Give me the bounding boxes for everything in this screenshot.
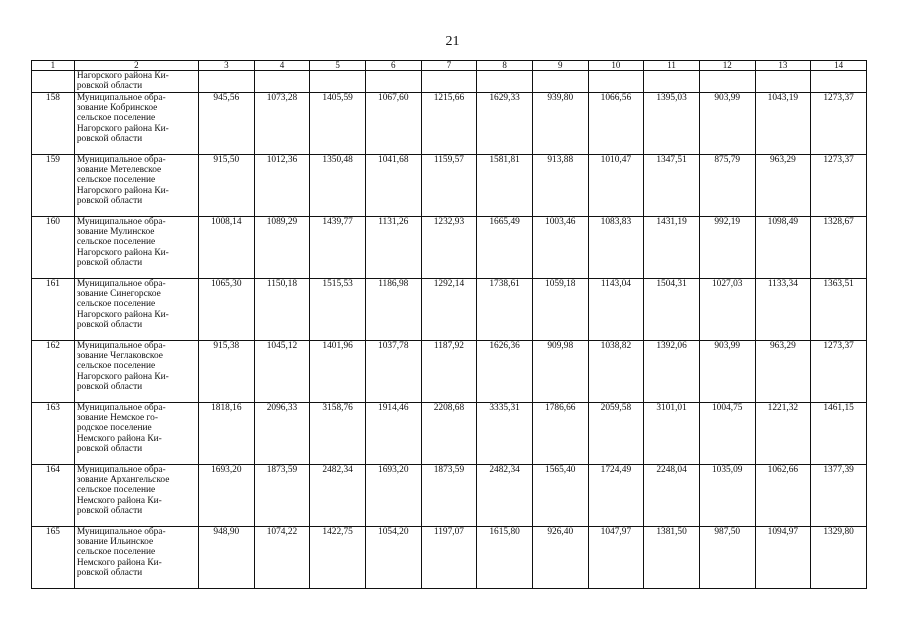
name-line: Нагорского района Ки-	[76, 71, 169, 81]
name-line: зование Мулинское	[76, 227, 155, 238]
municipality-name	[74, 403, 198, 465]
value-cell: 3158,76	[310, 403, 366, 465]
name-line: сельское поселение	[76, 113, 156, 124]
value-cell: 1738,61	[477, 279, 533, 341]
row-number: 163	[32, 403, 75, 465]
value-cell	[644, 71, 700, 93]
row-number: 161	[32, 279, 75, 341]
table-row	[32, 465, 867, 527]
value-cell: 1059,18	[532, 279, 588, 341]
value-cell	[198, 71, 254, 93]
name-line: сельское поселение	[76, 237, 156, 248]
data-table	[31, 60, 867, 589]
value-cell: 1047,97	[588, 527, 644, 589]
value-cell: 1328,67	[811, 217, 867, 279]
column-header: 13	[755, 61, 811, 71]
row-number: 165	[32, 527, 75, 589]
value-cell: 1693,20	[365, 465, 421, 527]
value-cell: 1565,40	[532, 465, 588, 527]
value-cell: 2059,58	[588, 403, 644, 465]
header-row	[32, 61, 867, 71]
name-line: Нагорского района Ки-	[76, 123, 169, 134]
name-line: сельское поселение	[76, 175, 156, 186]
value-cell: 1089,29	[254, 217, 310, 279]
name-line: зование Немское го-	[76, 413, 158, 424]
value-cell: 909,98	[532, 341, 588, 403]
column-header: 9	[532, 61, 588, 71]
value-cell: 1074,22	[254, 527, 310, 589]
value-cell: 2208,68	[421, 403, 477, 465]
name-line: Немского района Ки-	[76, 557, 162, 568]
value-cell: 1329,80	[811, 527, 867, 589]
value-cell: 1581,81	[477, 155, 533, 217]
value-cell: 987,50	[699, 527, 755, 589]
value-cell: 1062,66	[755, 465, 811, 527]
value-cell: 1873,59	[421, 465, 477, 527]
value-cell: 1377,39	[811, 465, 867, 527]
value-cell: 1401,96	[310, 341, 366, 403]
value-cell	[310, 71, 366, 93]
value-cell: 2248,04	[644, 465, 700, 527]
name-line: Муниципальное обра-	[76, 403, 166, 413]
value-cell: 1035,09	[699, 465, 755, 527]
value-cell: 1504,31	[644, 279, 700, 341]
value-cell: 1186,98	[365, 279, 421, 341]
name-line: Нагорского района Ки-	[76, 371, 169, 382]
value-cell	[365, 71, 421, 93]
row-number: 159	[32, 155, 75, 217]
table-row	[32, 71, 867, 93]
value-cell: 1818,16	[198, 403, 254, 465]
value-cell: 1187,92	[421, 341, 477, 403]
value-cell: 1461,15	[811, 403, 867, 465]
name-line: Нагорского района Ки-	[76, 309, 169, 320]
value-cell: 913,88	[532, 155, 588, 217]
value-cell: 948,90	[198, 527, 254, 589]
municipality-name	[74, 279, 198, 341]
column-header: 6	[365, 61, 421, 71]
value-cell: 1065,30	[198, 279, 254, 341]
name-line: зование Метелевское	[76, 165, 162, 176]
value-cell: 1133,34	[755, 279, 811, 341]
municipality-name	[74, 217, 198, 279]
column-header: 14	[811, 61, 867, 71]
value-cell: 1054,20	[365, 527, 421, 589]
value-cell: 1381,50	[644, 527, 700, 589]
row-number	[32, 71, 75, 93]
value-cell: 1045,12	[254, 341, 310, 403]
name-line: ровской области	[76, 81, 143, 92]
value-cell: 2482,34	[477, 465, 533, 527]
table-row	[32, 341, 867, 403]
name-line: Муниципальное обра-	[76, 217, 166, 227]
value-cell: 2482,34	[310, 465, 366, 527]
value-cell: 1347,51	[644, 155, 700, 217]
name-line: зование Чеглаковское	[76, 351, 163, 362]
municipality-name	[74, 155, 198, 217]
table-row	[32, 527, 867, 589]
value-cell: 1873,59	[254, 465, 310, 527]
value-cell: 1292,14	[421, 279, 477, 341]
municipality-name	[74, 341, 198, 403]
value-cell: 992,19	[699, 217, 755, 279]
value-cell: 939,80	[532, 93, 588, 155]
value-cell: 1012,36	[254, 155, 310, 217]
value-cell: 1221,32	[755, 403, 811, 465]
value-cell: 1273,37	[811, 341, 867, 403]
value-cell	[811, 71, 867, 93]
value-cell: 1215,66	[421, 93, 477, 155]
value-cell: 2096,33	[254, 403, 310, 465]
name-line: ровской области	[76, 567, 143, 578]
name-line: Немского района Ки-	[76, 433, 162, 444]
municipality-name	[74, 93, 198, 155]
value-cell: 1392,06	[644, 341, 700, 403]
value-cell: 1363,51	[811, 279, 867, 341]
value-cell: 903,99	[699, 341, 755, 403]
name-line: сельское поселение	[76, 547, 156, 558]
table-row	[32, 155, 867, 217]
name-line: зование Кобринское	[76, 103, 158, 114]
column-header: 10	[588, 61, 644, 71]
name-line: Нагорского района Ки-	[76, 185, 169, 196]
name-line: зование Ильинское	[76, 537, 154, 548]
value-cell: 1197,07	[421, 527, 477, 589]
name-line: ровской области	[76, 381, 143, 392]
row-number: 164	[32, 465, 75, 527]
column-header: 8	[477, 61, 533, 71]
value-cell	[532, 71, 588, 93]
column-header: 3	[198, 61, 254, 71]
value-cell: 1724,49	[588, 465, 644, 527]
value-cell: 926,40	[532, 527, 588, 589]
name-line: ровской области	[76, 133, 143, 144]
value-cell: 1273,37	[811, 155, 867, 217]
value-cell: 1066,56	[588, 93, 644, 155]
value-cell: 1914,46	[365, 403, 421, 465]
municipality-name	[74, 527, 198, 589]
value-cell: 1786,66	[532, 403, 588, 465]
name-line: сельское поселение	[76, 299, 156, 310]
value-cell: 875,79	[699, 155, 755, 217]
value-cell: 1131,26	[365, 217, 421, 279]
value-cell	[254, 71, 310, 93]
value-cell: 1010,47	[588, 155, 644, 217]
column-header: 12	[699, 61, 755, 71]
table-row	[32, 217, 867, 279]
name-line: Нагорского района Ки-	[76, 247, 169, 258]
value-cell: 1431,19	[644, 217, 700, 279]
value-cell: 915,38	[198, 341, 254, 403]
value-cell: 1038,82	[588, 341, 644, 403]
table-body	[32, 71, 867, 589]
value-cell: 945,56	[198, 93, 254, 155]
value-cell: 1043,19	[755, 93, 811, 155]
value-cell: 1150,18	[254, 279, 310, 341]
column-header: 2	[74, 61, 198, 71]
table-row	[32, 93, 867, 155]
value-cell: 1693,20	[198, 465, 254, 527]
value-cell: 963,29	[755, 341, 811, 403]
value-cell: 3101,01	[644, 403, 700, 465]
name-line: зование Архангельское	[76, 475, 170, 486]
value-cell: 1405,59	[310, 93, 366, 155]
name-line: Муниципальное обра-	[76, 527, 166, 537]
name-line: сельское поселение	[76, 361, 156, 372]
value-cell: 1004,75	[699, 403, 755, 465]
municipality-name	[74, 71, 198, 93]
column-header: 4	[254, 61, 310, 71]
name-line: Муниципальное обра-	[76, 341, 166, 351]
value-cell: 1232,93	[421, 217, 477, 279]
name-line: Муниципальное обра-	[76, 279, 166, 289]
value-cell	[477, 71, 533, 93]
value-cell	[699, 71, 755, 93]
name-line: ровской области	[76, 319, 143, 330]
column-header: 7	[421, 61, 477, 71]
column-header: 5	[310, 61, 366, 71]
value-cell: 915,50	[198, 155, 254, 217]
value-cell: 1439,77	[310, 217, 366, 279]
page-number: 21	[445, 34, 460, 49]
name-line: ровской области	[76, 443, 143, 454]
value-cell: 1037,78	[365, 341, 421, 403]
municipality-name	[74, 465, 198, 527]
value-cell: 1422,75	[310, 527, 366, 589]
value-cell: 1008,14	[198, 217, 254, 279]
name-line: ровской области	[76, 505, 143, 516]
value-cell: 1067,60	[365, 93, 421, 155]
value-cell: 1094,97	[755, 527, 811, 589]
value-cell: 1083,83	[588, 217, 644, 279]
column-header: 1	[32, 61, 75, 71]
value-cell	[755, 71, 811, 93]
value-cell: 1003,46	[532, 217, 588, 279]
value-cell	[421, 71, 477, 93]
value-cell: 1626,36	[477, 341, 533, 403]
value-cell: 1143,04	[588, 279, 644, 341]
row-number: 158	[32, 93, 75, 155]
value-cell: 963,29	[755, 155, 811, 217]
name-line: сельское поселение	[76, 485, 156, 496]
value-cell: 1615,80	[477, 527, 533, 589]
value-cell: 1159,57	[421, 155, 477, 217]
value-cell: 1515,53	[310, 279, 366, 341]
value-cell: 1073,28	[254, 93, 310, 155]
value-cell: 3335,31	[477, 403, 533, 465]
column-header: 11	[644, 61, 700, 71]
name-line: зование Синегорское	[76, 289, 161, 300]
value-cell: 1273,37	[811, 93, 867, 155]
value-cell	[588, 71, 644, 93]
name-line: ровской области	[76, 195, 143, 206]
name-line: родское поселение	[76, 423, 152, 434]
name-line: Муниципальное обра-	[76, 93, 166, 103]
name-line: Муниципальное обра-	[76, 465, 166, 475]
value-cell: 1098,49	[755, 217, 811, 279]
table-row	[32, 279, 867, 341]
row-number: 162	[32, 341, 75, 403]
name-line: ровской области	[76, 257, 143, 268]
value-cell: 1629,33	[477, 93, 533, 155]
value-cell: 1665,49	[477, 217, 533, 279]
value-cell: 1027,03	[699, 279, 755, 341]
row-number: 160	[32, 217, 75, 279]
table-row	[32, 403, 867, 465]
value-cell: 903,99	[699, 93, 755, 155]
value-cell: 1395,03	[644, 93, 700, 155]
name-line: Немского района Ки-	[76, 495, 162, 506]
value-cell: 1350,48	[310, 155, 366, 217]
name-line: Муниципальное обра-	[76, 155, 166, 165]
value-cell: 1041,68	[365, 155, 421, 217]
